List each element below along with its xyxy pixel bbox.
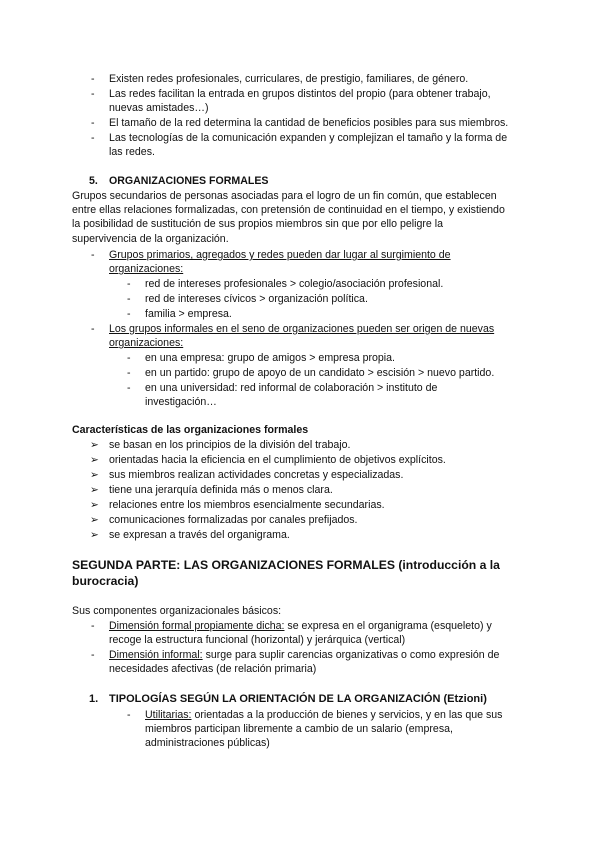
sub-list-item: familia > empresa. bbox=[145, 308, 232, 320]
arrow-bullet-icon: ➢ bbox=[90, 484, 99, 496]
characteristics-title: Características de las organizaciones formales bbox=[72, 424, 309, 436]
dash-bullet: - bbox=[127, 367, 131, 379]
dash-bullet: - bbox=[127, 709, 131, 721]
group-heading-cont: organizaciones: bbox=[109, 337, 184, 349]
components-intro: Sus componentes organizacionales básicos: bbox=[72, 605, 282, 617]
typology-item-cont: miembros participan libremente a cambio de un salario (empresa, bbox=[145, 723, 453, 735]
list-item: tiene una jerarquía definida más o menos clara. bbox=[109, 484, 333, 496]
dash-bullet: - bbox=[91, 88, 95, 100]
component-desc: surge para suplir carencias organizativas o como expresión de bbox=[202, 649, 500, 661]
section-title: ORGANIZACIONES FORMALES bbox=[109, 175, 269, 187]
dash-bullet: - bbox=[91, 73, 95, 85]
section-number: 5. bbox=[89, 175, 98, 187]
dash-bullet: - bbox=[127, 308, 131, 320]
list-item: Las redes facilitan la entrada en grupos distintos del propio (para obtener trabajo, bbox=[109, 88, 491, 100]
dash-bullet: - bbox=[127, 352, 131, 364]
sub-list-item: red de intereses profesionales > colegio/asociación profesional. bbox=[145, 278, 444, 290]
list-item: relaciones entre los miembros esencialmente secundarias. bbox=[109, 499, 385, 511]
part-title-cont: burocracia) bbox=[72, 574, 139, 588]
sub-list-item: en un partido: grupo de apoyo de un candidato > escisión > nuevo partido. bbox=[145, 367, 495, 379]
arrow-bullet-icon: ➢ bbox=[90, 499, 99, 511]
dash-bullet: - bbox=[127, 293, 131, 305]
component-item bbox=[109, 648, 499, 662]
dash-bullet: - bbox=[91, 249, 95, 261]
typology-desc: orientadas a la producción de bienes y servicios, y en las que sus bbox=[191, 709, 503, 721]
group-heading: Los grupos informales en el seno de organizaciones pueden ser origen de nuevas bbox=[109, 323, 495, 335]
list-item: comunicaciones formalizadas por canales prefijados. bbox=[109, 514, 358, 526]
paragraph-line: supervivencia de la organización. bbox=[72, 233, 229, 245]
sub-list-item-cont: investigación… bbox=[145, 396, 217, 408]
section-number: 1. bbox=[89, 693, 99, 705]
list-item: Existen redes profesionales, curriculares, de prestigio, familiares, de género. bbox=[109, 73, 469, 85]
component-desc: se expresa en el organigrama (esqueleto) y bbox=[284, 620, 492, 632]
typology-item-cont: administraciones públicas) bbox=[145, 737, 270, 749]
group-heading-cont: organizaciones: bbox=[109, 263, 184, 275]
typology-item bbox=[145, 708, 502, 722]
list-item-cont: las redes. bbox=[109, 146, 155, 158]
list-item: Las tecnologías de la comunicación expanden y complejizan el tamaño y la forma de bbox=[109, 132, 508, 144]
arrow-bullet-icon: ➢ bbox=[90, 514, 99, 526]
group-heading: Grupos primarios, agregados y redes pueden dar lugar al surgimiento de bbox=[109, 249, 451, 261]
component-item-cont: necesidades afectivas (de relación primaria) bbox=[109, 663, 317, 675]
dash-bullet: - bbox=[91, 649, 95, 661]
typology-term: Utilitarias: bbox=[145, 709, 192, 721]
paragraph-line: la posibilidad de sustitución de sus propios miembros sin que por ello peligre la bbox=[72, 218, 443, 230]
list-item: orientadas hacia la eficiencia en el cumplimiento de objetivos explícitos. bbox=[109, 454, 446, 466]
component-term: Dimensión informal: bbox=[109, 649, 203, 661]
dash-bullet: - bbox=[127, 278, 131, 290]
dash-bullet: - bbox=[127, 382, 131, 394]
section-title: TIPOLOGÍAS SEGÚN LA ORIENTACIÓN DE LA ORGANIZACIÓN (Etzioni) bbox=[109, 693, 487, 705]
arrow-bullet-icon: ➢ bbox=[90, 469, 99, 481]
sub-list-item: en una universidad: red informal de colaboración > instituto de bbox=[145, 382, 438, 394]
sub-list-item: red de intereses cívicos > organización política. bbox=[145, 293, 368, 305]
list-item: se expresan a través del organigrama. bbox=[109, 529, 290, 541]
paragraph-line: Grupos secundarios de personas asociadas para el logro de un fin común, que establecen bbox=[72, 190, 497, 202]
component-item-cont: recoge la estructura funcional (horizontal) y jerárquica (vertical) bbox=[109, 634, 406, 646]
list-item: El tamaño de la red determina la cantidad de beneficios posibles para sus miembros. bbox=[109, 117, 509, 129]
dash-bullet: - bbox=[91, 620, 95, 632]
part-title: SEGUNDA PARTE: LAS ORGANIZACIONES FORMALES (introducción a la bbox=[72, 558, 500, 572]
arrow-bullet-icon: ➢ bbox=[90, 439, 99, 451]
component-item bbox=[109, 619, 492, 633]
arrow-bullet-icon: ➢ bbox=[90, 454, 99, 466]
list-item: se basan en los principios de la división del trabajo. bbox=[109, 439, 351, 451]
dash-bullet: - bbox=[91, 117, 95, 129]
sub-list-item: en una empresa: grupo de amigos > empresa propia. bbox=[145, 352, 395, 364]
list-item: sus miembros realizan actividades concretas y especializadas. bbox=[109, 469, 404, 481]
list-item-cont: nuevas amistades…) bbox=[109, 102, 209, 114]
component-term: Dimensión formal propiamente dicha: bbox=[109, 620, 285, 632]
arrow-bullet-icon: ➢ bbox=[90, 529, 99, 541]
dash-bullet: - bbox=[91, 132, 95, 144]
dash-bullet: - bbox=[91, 323, 95, 335]
paragraph-line: entre ellas relaciones formalizadas, con pretensión de continuidad en el tiempo, y existiendo bbox=[72, 204, 505, 216]
